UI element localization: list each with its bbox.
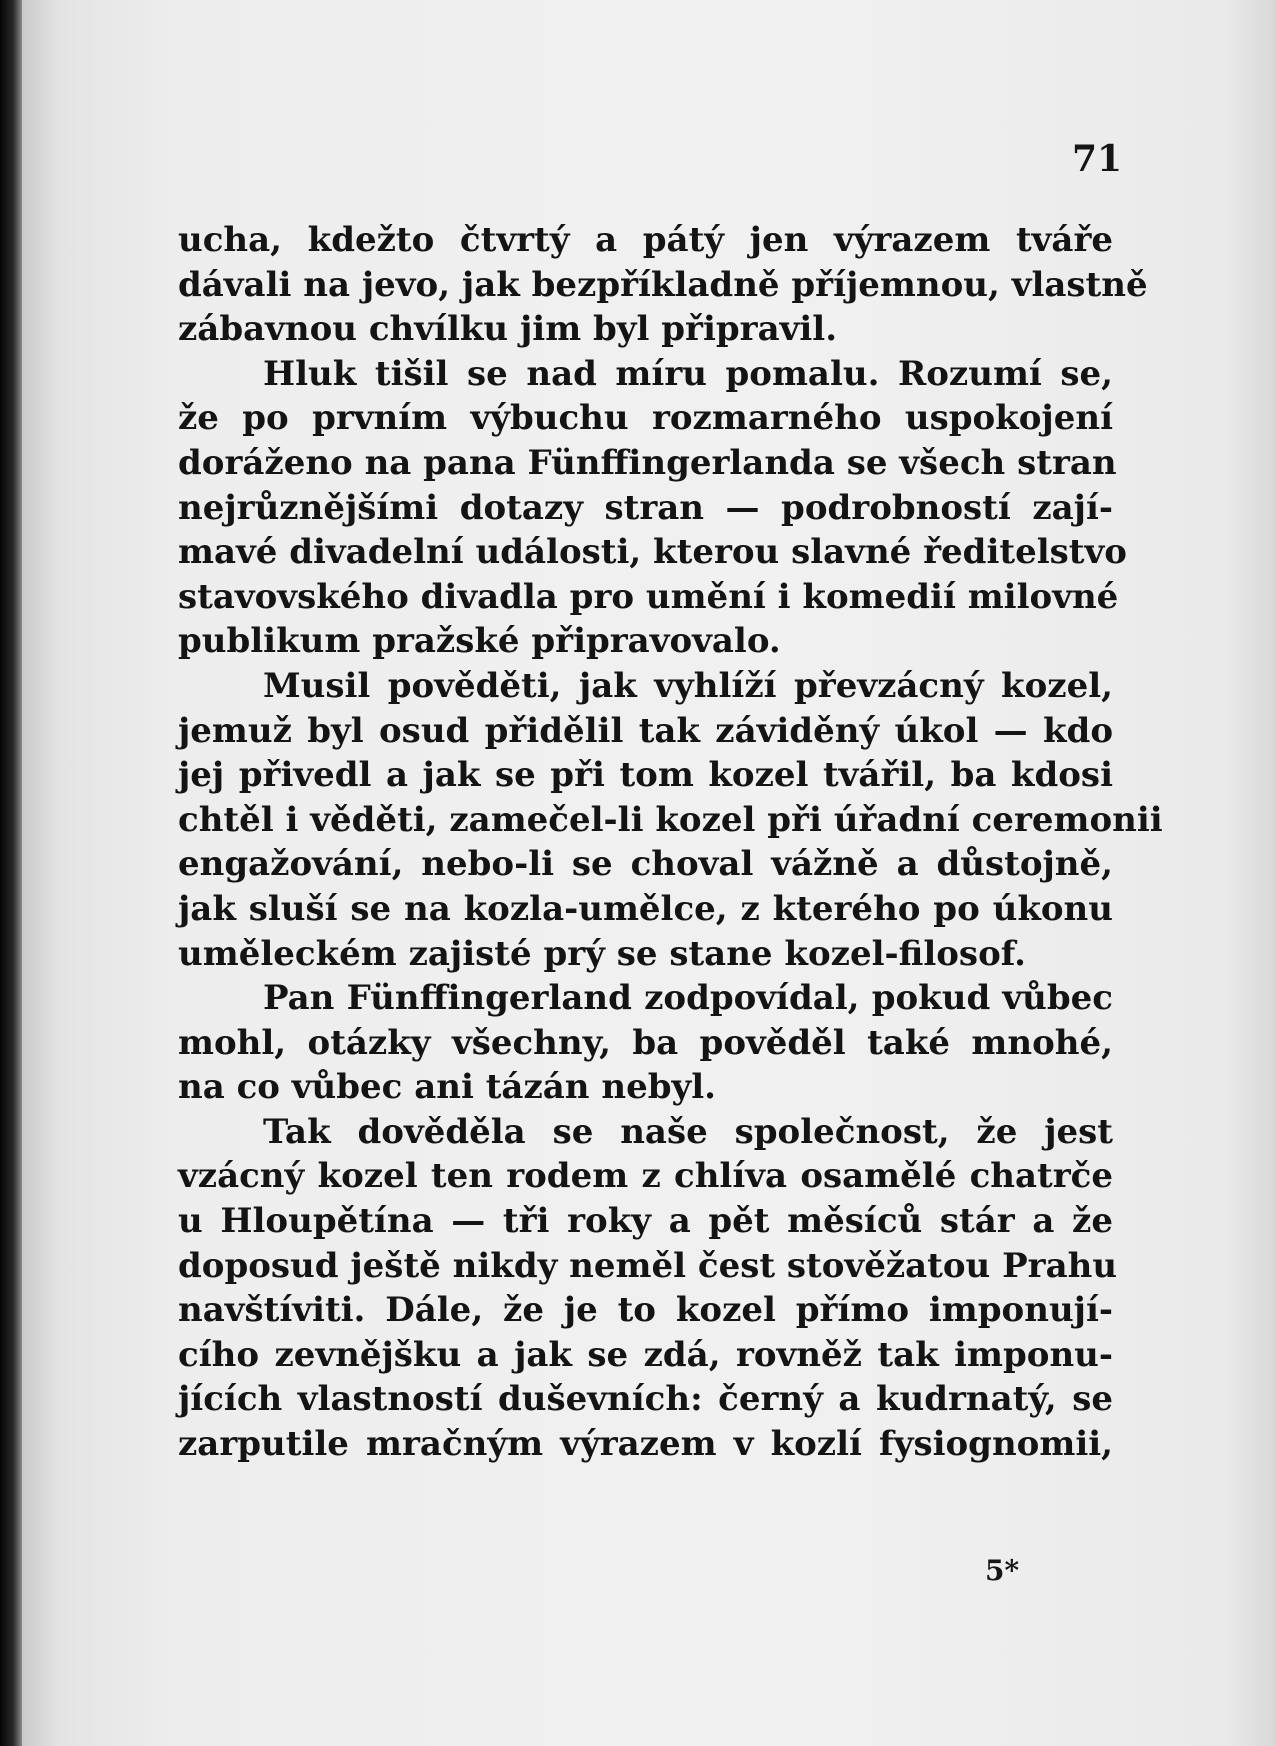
text-line: Musil pověděti, jak vyhlíží převzácný kozel, — [263, 665, 1113, 706]
text-line: engažování, nebo-li se choval vážně a důstojně, — [178, 844, 1113, 885]
text-line: cího zevnějšku a jak se zdá, rovněž tak imponu- — [178, 1334, 1113, 1375]
text-line: jak sluší se na kozla-umělce, z kterého po úkonu — [178, 888, 1113, 929]
signature-mark: 5* — [985, 1554, 1020, 1587]
text-line: Hluk tišil se nad míru pomalu. Rozumí se, — [263, 353, 1113, 394]
text-line: vzácný kozel ten rodem z chlíva osamělé chatrče — [178, 1156, 1113, 1197]
text-line: Tak dověděla se naše společnost, že jest — [263, 1111, 1113, 1152]
text-line: jej přivedl a jak se při tom kozel tvářil, ba kdosi — [178, 755, 1113, 796]
text-line: na co vůbec ani tázán nebyl. — [178, 1067, 716, 1108]
text-line: mohl, otázky všechny, ba pověděl také mnohé, — [178, 1022, 1113, 1063]
text-line: ucha, kdežto čtvrtý a pátý jen výrazem tváře — [178, 220, 1113, 260]
text-line: nejrůznějšími dotazy stran — podrobností zají- — [178, 487, 1113, 528]
page-number: 71 — [1072, 138, 1123, 180]
text-line: stavovského divadla pro umění i komedií milovné — [178, 576, 1119, 617]
text-line: doposud ještě nikdy neměl čest stověžatou Prahu — [178, 1245, 1118, 1286]
text-line: publikum pražské připravovalo. — [178, 621, 781, 662]
text-line: doráženo na pana Fünffingerlanda se všech stran — [178, 442, 1117, 483]
text-line: u Hloupětína — tři roky a pět měsíců stár a že — [178, 1201, 1113, 1242]
text-line: uměleckém zajisté prý se stane kozel-filosof. — [178, 933, 1026, 974]
text-line: Pan Fünffingerland zodpovídal, pokud vůbec — [263, 978, 1113, 1019]
text-line: jících vlastností duševních: černý a kudrnatý, se — [178, 1379, 1113, 1420]
text-line: zábavnou chvílku jim byl připravil. — [178, 309, 838, 350]
text-line: mavé divadelní události, kterou slavné ředitelstvo — [178, 532, 1127, 573]
text-line: chtěl i věděti, zamečel-li kozel při úřadní ceremonii — [178, 799, 1163, 840]
body-text — [178, 218, 1163, 1467]
text-line: dávali na jevo, jak bezpříkladně příjemnou, vlastně — [178, 264, 1148, 305]
book-spine-shadow — [0, 0, 22, 1746]
text-line: jemuž byl osud přidělil tak záviděný úkol — kdo — [178, 710, 1113, 751]
text-line: zarputile mračným výrazem v kozlí fysiognomii, — [178, 1424, 1113, 1465]
text-line: navštíviti. Dále, že je to kozel přímo imponují- — [178, 1290, 1113, 1331]
text-line: že po prvním výbuchu rozmarného uspokojení — [178, 398, 1113, 439]
